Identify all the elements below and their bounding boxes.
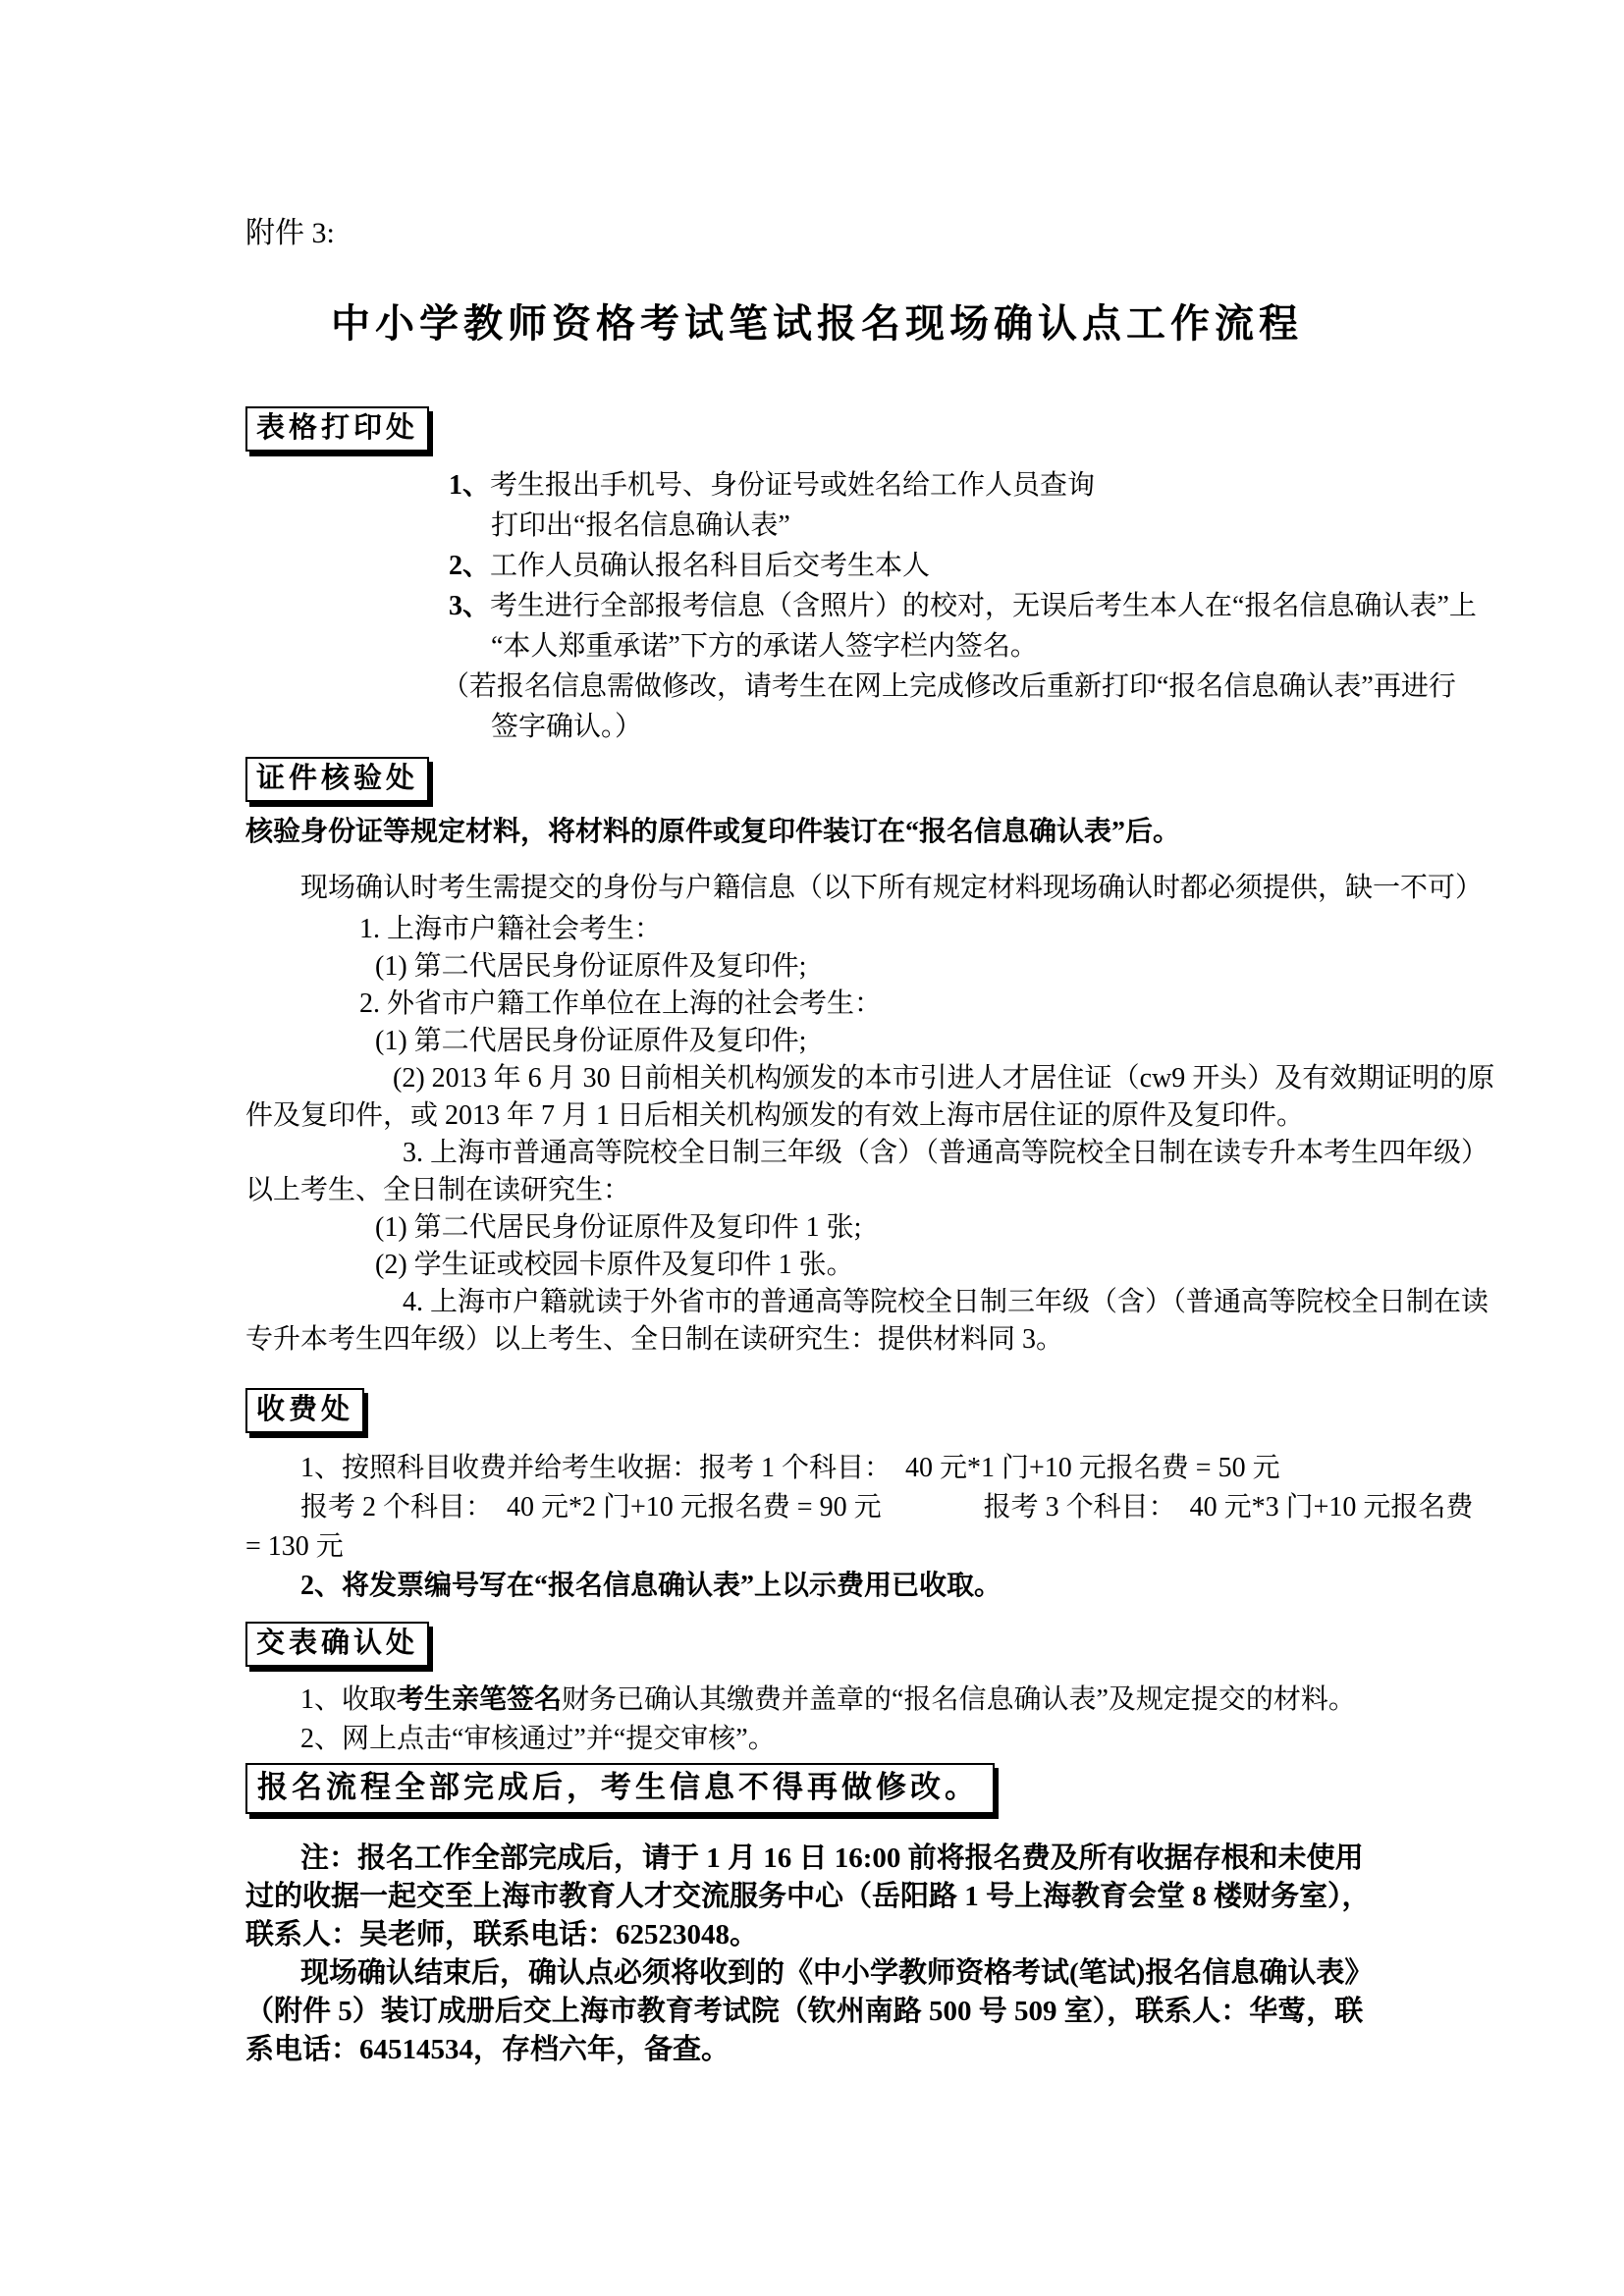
note-line-5: （附件 5）装订成册后交上海市教育考试院（钦州南路 500 号 509 室），联系人：华莺，联 (245, 1996, 1364, 2027)
fees-item-2: 2、将发票编号写在“报名信息确认表”上以示费用已收取。 (300, 1571, 1002, 1601)
fees-item-1-line3: = 130 元 (245, 1531, 344, 1562)
page-title: 中小学教师资格考试笔试报名现场确认点工作流程 (331, 301, 1303, 346)
id-check-line-9: (1) 第二代居民身份证原件及复印件 1 张; (375, 1212, 862, 1243)
form-print-item-1 (449, 465, 1388, 506)
section-submit (245, 1622, 1388, 1667)
form-print-item-1-sub: 打印出“报名信息确认表” (491, 510, 790, 541)
id-check-lead: 核验身份证等规定材料，将材料的原件或复印件装订在“报名信息确认表”后。 (245, 817, 1181, 847)
section-heading-fees: 收费处 (245, 1388, 364, 1433)
id-check-line-1: 1. 上海市户籍社会考生： (359, 914, 663, 944)
attachment-label: 附件 3: (245, 217, 335, 249)
fees-scheme-2: 报考 2 个科目： 40 元*2 门+10 元报名费 = 90 元 (300, 1492, 882, 1522)
id-check-list (245, 911, 1495, 1359)
form-print-item-3 (449, 586, 1477, 626)
id-check-line-6: 件及复印件，或 2013 年 7 月 1 日后相关机构颁发的有效上海市居住证的原件及复印件。 (245, 1100, 1305, 1131)
id-check-line-3: 2. 外省市户籍工作单位在上海的社会考生： (359, 988, 883, 1019)
note-line-1: 注：报名工作全部完成后，请于 1 月 16 日 16:00 前将报名费及所有收据存根和未使用 (300, 1842, 1364, 1874)
item-text-post: 财务已确认其缴费并盖章的“报名信息确认表”及规定提交的材料。 (562, 1684, 1356, 1715)
item-number: 3、 (449, 591, 491, 621)
note-line-3: 联系人：吴老师，联系电话：62523048。 (245, 1919, 759, 1950)
item-text-pre: 1、收取 (300, 1684, 398, 1715)
id-check-line-5: (2) 2013 年 6 月 30 日前相关机构颁发的本市引进人才居住证（cw9 开头）及有效期证明的原 (393, 1063, 1495, 1094)
id-check-line-10: (2) 学生证或校园卡原件及复印件 1 张。 (375, 1250, 854, 1280)
note-line-6: 系电话：64514534，存档六年，备查。 (245, 2034, 731, 2065)
final-notice: 报名流程全部完成后，考生信息不得再做修改。 (245, 1763, 995, 1814)
id-check-line-4: (1) 第二代居民身份证原件及复印件; (375, 1026, 807, 1056)
fees-item-1-line1: 1、按照科目收费并给考生收据：报考 1 个科目： 40 元*1 门+10 元报名费 = 50 元 (300, 1453, 1280, 1483)
section-heading-id-check: 证件核验处 (245, 757, 429, 802)
item-text-emphasis: 考生亲笔签名 (397, 1684, 563, 1715)
item-text: 工作人员确认报名科目后交考生本人 (490, 551, 931, 581)
section-form-print (245, 406, 1388, 452)
item-number: 2、 (449, 551, 491, 581)
item-number: 1、 (449, 470, 491, 501)
final-notice-row (245, 1763, 1388, 1814)
section-heading-form-print: 表格打印处 (245, 406, 429, 452)
fees-scheme-3: 报考 3 个科目： 40 元*3 门+10 元报名费 (983, 1492, 1474, 1522)
note-line-2: 过的收据一起交至上海市教育人才交流服务中心（岳阳路 1 号上海教育会堂 8 楼财务室）， (245, 1881, 1371, 1912)
submit-item-1 (300, 1681, 1388, 1720)
item-text: 考生报出手机号、身份证号或姓名给工作人员查询 (490, 470, 1096, 501)
form-print-item-2 (449, 546, 1388, 586)
id-check-line-8: 以上考生、全日制在读研究生： (245, 1175, 631, 1205)
fees-item-1-line2 (300, 1488, 1474, 1527)
section-heading-submit: 交表确认处 (245, 1622, 429, 1667)
form-print-remark-line1: （若报名信息需做修改，请考生在网上完成修改后重新打印“报名信息确认表”再进行 (442, 671, 1456, 702)
notes-block (245, 1840, 1388, 2069)
form-print-remark-line2: 签字确认。） (491, 712, 643, 742)
submit-item-2: 2、网上点击“审核通过”并“提交审核”。 (300, 1724, 776, 1754)
id-check-line-12: 专升本考生四年级）以上考生、全日制在读研究生：提供材料同 3。 (245, 1324, 1064, 1355)
section-id-check (245, 757, 1388, 802)
form-print-item-3-line2: “本人郑重承诺”下方的承诺人签字栏内签名。 (491, 631, 1038, 662)
section-fees (245, 1388, 1388, 1433)
id-check-intro: 现场确认时考生需提交的身份与户籍信息（以下所有规定材料现场确认时都必须提供，缺一不可） (300, 873, 1484, 903)
id-check-line-2: (1) 第二代居民身份证原件及复印件; (375, 951, 807, 982)
id-check-line-11: 4. 上海市户籍就读于外省市的普通高等院校全日制三年级（含）（普通高等院校全日制在读 (403, 1287, 1489, 1317)
note-line-4: 现场确认结束后，确认点必须将收到的《中小学教师资格考试(笔试)报名信息确认表》 (300, 1957, 1374, 1989)
item-text: 考生进行全部报考信息（含照片）的校对，无误后考生本人在“报名信息确认表”上 (490, 591, 1477, 621)
id-check-line-7: 3. 上海市普通高等院校全日制三年级（含）（普通高等院校全日制在读专升本考生四年级） (403, 1138, 1489, 1168)
